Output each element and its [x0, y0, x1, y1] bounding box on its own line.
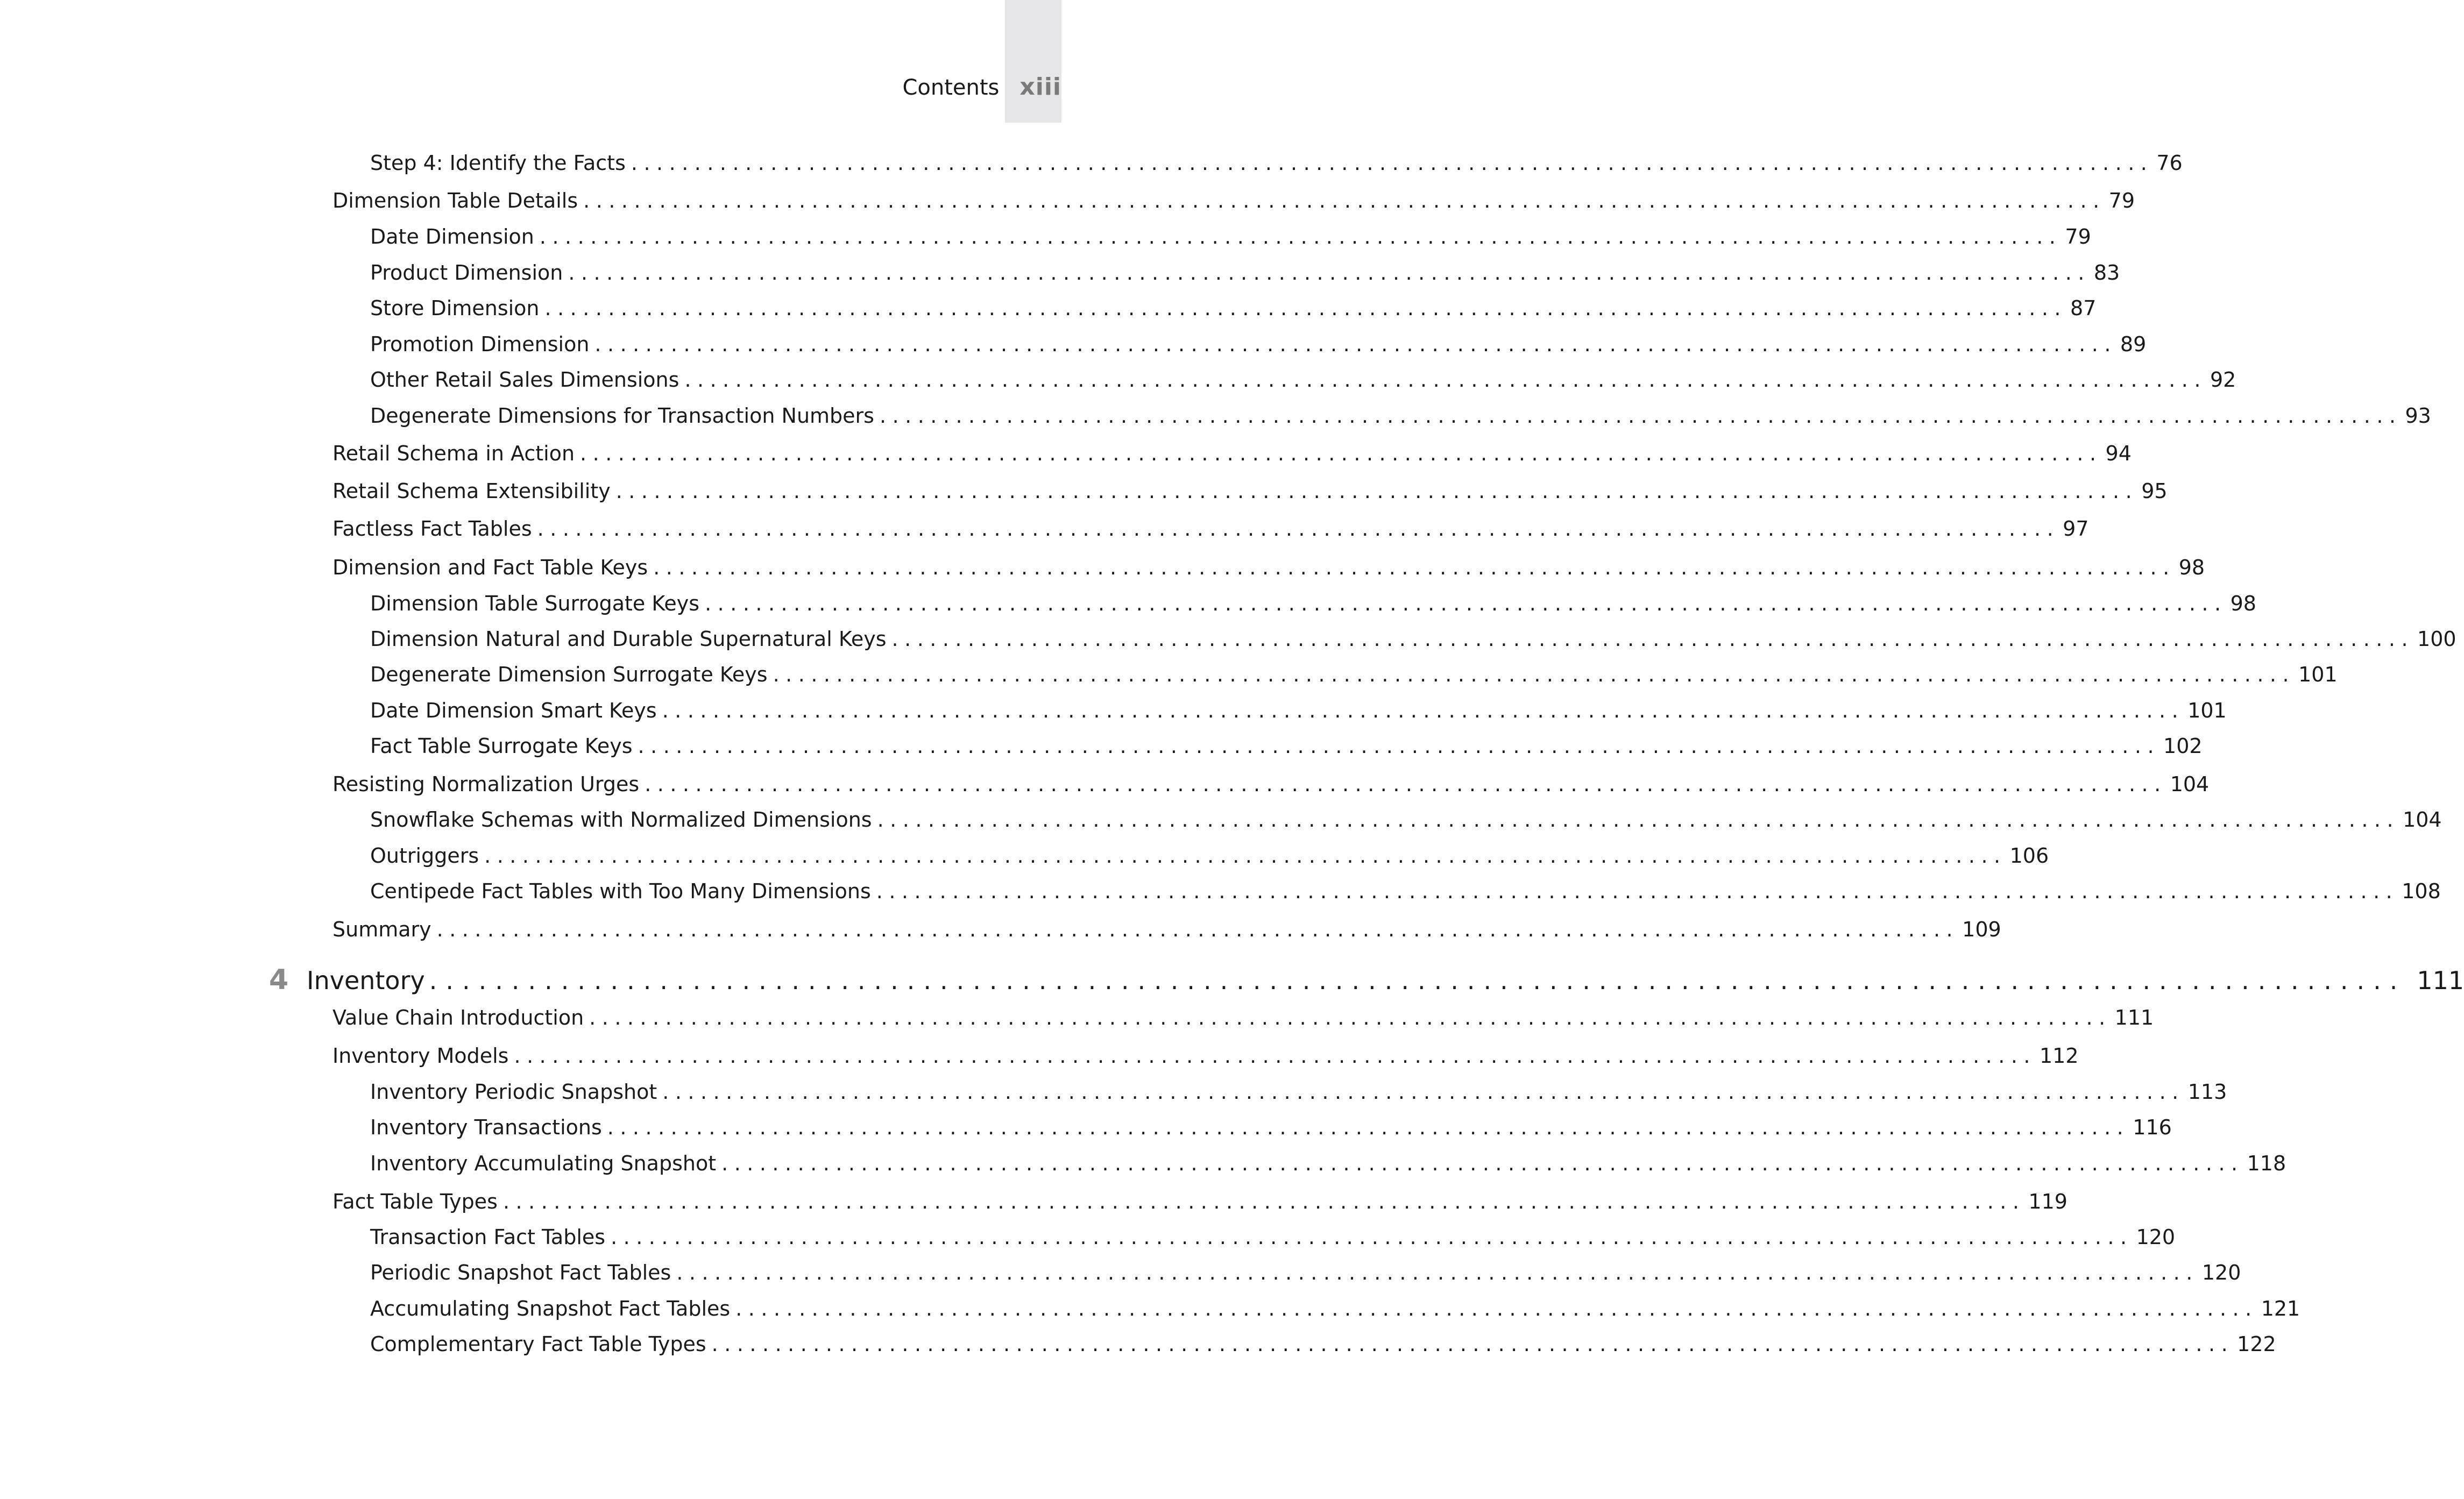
- toc-entry-title: Step 4: Identify the Facts: [370, 151, 626, 175]
- toc-entry[interactable]: [370, 259, 2120, 286]
- toc-entry-title: Periodic Snapshot Fact Tables: [370, 1261, 671, 1284]
- toc-entry-title: Factless Fact Tables: [332, 517, 532, 541]
- toc-entry[interactable]: [332, 187, 2135, 214]
- toc-entry-page: 89: [2120, 332, 2147, 356]
- toc-entry-page: 109: [1962, 918, 2001, 941]
- running-header: [902, 73, 1061, 105]
- chapter-number: 4: [269, 964, 289, 996]
- toc-leader-dots: ........................................................................................................................: [484, 844, 2007, 868]
- toc-entry[interactable]: [370, 590, 2256, 617]
- toc-entry[interactable]: [370, 366, 2236, 393]
- toc-leader-dots: ........................................................................................................................: [607, 1116, 2130, 1139]
- toc-leader-dots: ........................................................................................................................: [879, 404, 2402, 428]
- toc-leader-dots: ........................................................................................................................: [721, 1152, 2244, 1175]
- toc-leader-dots: ........................................................................................................................: [705, 592, 2227, 615]
- toc-entry-title: Outriggers: [370, 844, 479, 868]
- toc-leader-dots: ........................................................................................................................: [662, 1080, 2185, 1104]
- toc-entry[interactable]: [332, 515, 2089, 542]
- toc-entry-title: Store Dimension: [370, 296, 540, 320]
- toc-entry-page: 79: [2108, 189, 2135, 212]
- toc-entry-page: 100: [2417, 627, 2456, 651]
- toc-entry-title: Value Chain Introduction: [332, 1006, 584, 1029]
- toc-entry-page: 106: [2009, 844, 2049, 868]
- toc-entry-page: 116: [2133, 1116, 2172, 1139]
- chapter-leader-dots: ........................................................................................................................: [429, 966, 2406, 995]
- header-label: Contents: [902, 75, 1000, 100]
- toc-leader-dots: ........................................................................................................................: [594, 332, 2117, 356]
- toc-leader-dots: ........................................................................................................................: [735, 1297, 2258, 1320]
- toc-leader-dots: ........................................................................................................................: [676, 1261, 2199, 1284]
- toc-entry-title: Snowflake Schemas with Normalized Dimensions: [370, 808, 872, 832]
- toc-entry-title: Degenerate Dimension Surrogate Keys: [370, 663, 768, 686]
- toc-leader-dots: ........................................................................................................................: [537, 517, 2060, 541]
- toc-entry[interactable]: [332, 916, 2001, 943]
- toc-entry[interactable]: [370, 223, 2091, 250]
- toc-entry-page: 98: [2178, 556, 2205, 579]
- toc-entry[interactable]: [370, 150, 2183, 176]
- toc-leader-dots: ........................................................................................................................: [645, 772, 2167, 796]
- toc-leader-dots: ........................................................................................................................: [653, 556, 2176, 579]
- toc-entry-title: Product Dimension: [370, 261, 563, 285]
- toc-entry-title: Date Dimension: [370, 225, 534, 248]
- chapter-page: 111: [2417, 966, 2464, 995]
- toc-entry-page: 95: [2141, 479, 2168, 503]
- toc-leader-dots: ........................................................................................................................: [539, 225, 2062, 248]
- toc-entry-title: Inventory Models: [332, 1044, 509, 1068]
- toc-entry[interactable]: [370, 1224, 2176, 1251]
- toc-entry-title: Inventory Periodic Snapshot: [370, 1080, 657, 1104]
- toc-leader-dots: ........................................................................................................................: [514, 1044, 2036, 1068]
- toc-entry[interactable]: [370, 733, 2203, 759]
- toc-leader-dots: ........................................................................................................................: [631, 151, 2154, 175]
- toc-leader-dots: ........................................................................................................................: [662, 699, 2185, 722]
- toc-entry-title: Inventory Accumulating Snapshot: [370, 1152, 717, 1175]
- toc-entry-page: 79: [2065, 225, 2091, 248]
- toc-entry[interactable]: [370, 1114, 2172, 1141]
- toc-entry[interactable]: [332, 440, 2132, 467]
- toc-leader-dots: ........................................................................................................................: [436, 918, 1959, 941]
- toc-entry[interactable]: [332, 1042, 2079, 1069]
- toc-entry[interactable]: [370, 1150, 2286, 1177]
- toc-leader-dots: ........................................................................................................................: [615, 479, 2139, 503]
- toc-leader-dots: ........................................................................................................................: [711, 1332, 2234, 1356]
- toc-leader-dots: ........................................................................................................................: [773, 663, 2296, 686]
- toc-entry[interactable]: [370, 806, 2442, 833]
- toc-entry[interactable]: [370, 1259, 2241, 1286]
- toc-leader-dots: ........................................................................................................................: [502, 1190, 2026, 1213]
- toc-entry[interactable]: [370, 1295, 2300, 1322]
- toc-entry-title: Dimension Table Surrogate Keys: [370, 592, 700, 615]
- toc-entry-title: Fact Table Surrogate Keys: [370, 734, 633, 758]
- toc-entry-title: Other Retail Sales Dimensions: [370, 368, 679, 392]
- toc-entry-page: 111: [2114, 1006, 2154, 1029]
- header-page-number: xiii: [1019, 73, 1061, 101]
- toc-leader-dots: ........................................................................................................................: [583, 189, 2106, 212]
- toc-entry-title: Accumulating Snapshot Fact Tables: [370, 1297, 731, 1320]
- toc-entry[interactable]: [332, 554, 2205, 581]
- toc-entry-title: Transaction Fact Tables: [370, 1225, 606, 1249]
- toc-entry-title: Retail Schema in Action: [332, 442, 575, 465]
- toc-leader-dots: ........................................................................................................................: [568, 261, 2091, 285]
- toc-entry-page: 120: [2201, 1261, 2241, 1284]
- toc-entry-title: Fact Table Types: [332, 1190, 498, 1213]
- chapter-heading[interactable]: [269, 964, 2464, 1003]
- toc-entry[interactable]: [370, 842, 2049, 869]
- toc-entry-page: 97: [2063, 517, 2089, 541]
- toc-entry[interactable]: [370, 697, 2227, 724]
- toc-entry-page: 76: [2156, 151, 2183, 175]
- toc-entry-title: Retail Schema Extensibility: [332, 479, 611, 503]
- toc-leader-dots: ........................................................................................................................: [891, 627, 2415, 651]
- toc-entry[interactable]: [370, 1078, 2227, 1105]
- toc-entry-title: Dimension Table Details: [332, 189, 578, 212]
- toc-entry-page: 108: [2402, 879, 2441, 903]
- toc-entry-page: 113: [2187, 1080, 2227, 1104]
- toc-entry[interactable]: [370, 1331, 2276, 1358]
- toc-leader-dots: ........................................................................................................................: [580, 442, 2102, 465]
- toc-entry[interactable]: [370, 402, 2431, 429]
- toc-leader-dots: ........................................................................................................................: [638, 734, 2161, 758]
- toc-entry[interactable]: [370, 878, 2441, 905]
- toc-entry[interactable]: [332, 1004, 2154, 1031]
- toc-entry-page: 93: [2405, 404, 2431, 428]
- toc-leader-dots: ........................................................................................................................: [544, 296, 2068, 320]
- toc-entry-title: Complementary Fact Table Types: [370, 1332, 706, 1356]
- toc-entry-page: 101: [2298, 663, 2338, 686]
- toc-entry-title: Centipede Fact Tables with Too Many Dimensions: [370, 879, 871, 903]
- toc-entry-title: Summary: [332, 918, 431, 941]
- toc-entry-page: 121: [2261, 1297, 2300, 1320]
- toc-entry-page: 119: [2028, 1190, 2068, 1213]
- toc-entry[interactable]: [370, 295, 2097, 322]
- toc-leader-dots: ........................................................................................................................: [611, 1225, 2133, 1249]
- toc-entry-title: Dimension Natural and Durable Supernatural Keys: [370, 627, 887, 651]
- toc-entry-page: 87: [2070, 296, 2097, 320]
- toc-entry-title: Dimension and Fact Table Keys: [332, 556, 648, 579]
- toc-entry[interactable]: [370, 626, 2456, 652]
- toc-entry[interactable]: [370, 331, 2147, 358]
- toc-entry-page: 98: [2230, 592, 2256, 615]
- toc-leader-dots: ........................................................................................................................: [684, 368, 2207, 392]
- toc-entry-page: 122: [2237, 1332, 2276, 1356]
- toc-entry-page: 118: [2247, 1152, 2286, 1175]
- toc-leader-dots: ........................................................................................................................: [877, 808, 2400, 832]
- toc-entry-page: 104: [2403, 808, 2442, 832]
- toc-entry-page: 104: [2170, 772, 2210, 796]
- toc-entry-title: Inventory Transactions: [370, 1116, 602, 1139]
- toc-leader-dots: ........................................................................................................................: [589, 1006, 2112, 1029]
- toc-entry-title: Promotion Dimension: [370, 332, 590, 356]
- toc-entry[interactable]: [332, 478, 2168, 505]
- toc-entry-title: Resisting Normalization Urges: [332, 772, 640, 796]
- toc-entry[interactable]: [332, 771, 2210, 798]
- toc-entry-page: 92: [2210, 368, 2236, 392]
- toc-entry-title: Date Dimension Smart Keys: [370, 699, 657, 722]
- chapter-title: Inventory: [307, 966, 425, 995]
- toc-entry-page: 94: [2105, 442, 2132, 465]
- toc-entry-page: 120: [2136, 1225, 2176, 1249]
- toc-leader-dots: ........................................................................................................................: [876, 879, 2399, 903]
- toc-entry[interactable]: [332, 1188, 2068, 1215]
- toc-entry-page: 101: [2187, 699, 2227, 722]
- toc-entry[interactable]: [370, 661, 2338, 688]
- toc-entry-page: 112: [2039, 1044, 2079, 1068]
- toc-entry-page: 83: [2093, 261, 2120, 285]
- toc-entry-page: 102: [2163, 734, 2203, 758]
- toc-entry-title: Degenerate Dimensions for Transaction Numbers: [370, 404, 874, 428]
